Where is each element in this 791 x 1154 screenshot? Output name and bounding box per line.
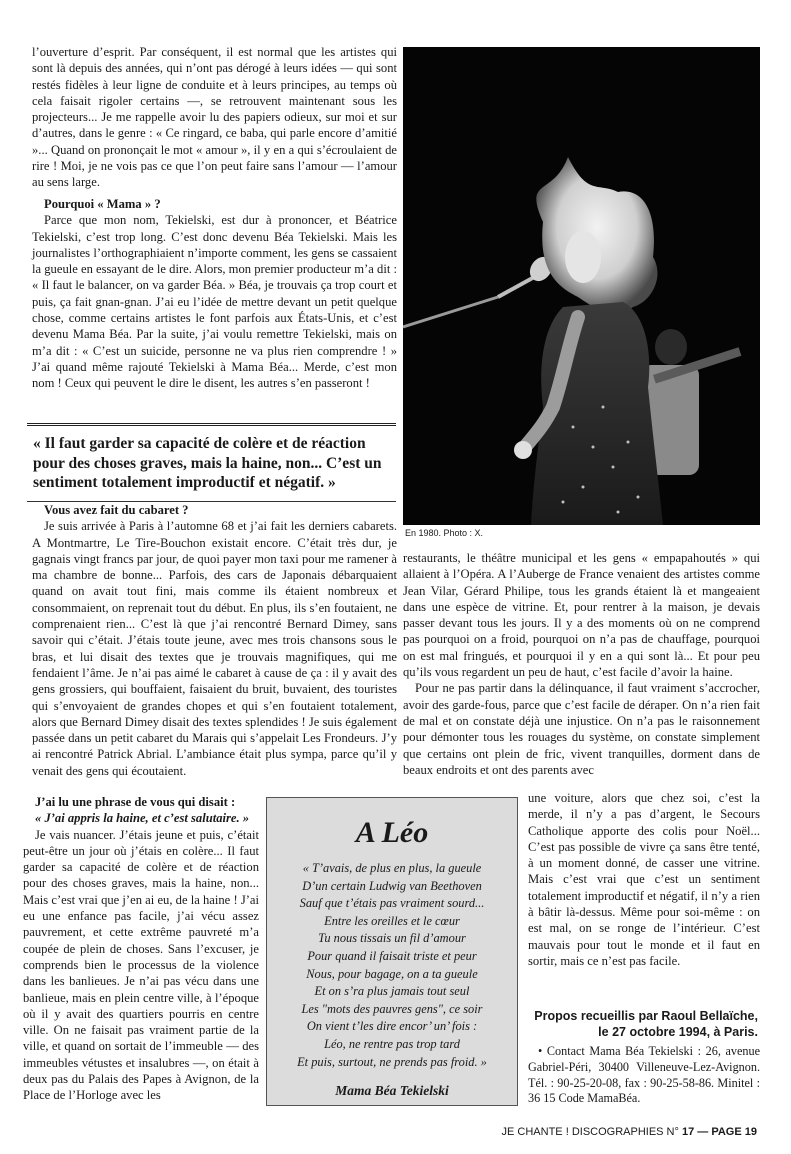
footer-page: — PAGE 19 [697, 1126, 757, 1138]
poem-line: Sauf que t’étais pas vraiment sourd... [299, 896, 485, 911]
section-haine-heading: J’ai lu une phrase de vous qui disait : [35, 795, 236, 809]
page-footer [502, 1126, 757, 1138]
poem-line: Pour quand il faisait triste et peur [307, 948, 477, 963]
poem-line: Les "mots des pauvres gens", ce soir [301, 1001, 483, 1016]
poem-line: Et on s’ra plus jamais tout seul [314, 984, 470, 999]
intro-paragraph: l’ouverture d’esprit. Par conséquent, il est normal que les artistes qui sont là depuis des années, qui n’ont pas dérogé à leurs idées — qui sont restés fidèles à leur ligne de conduite et à leurs principes, au temps où cela faisait rigoler certains —, se retrouvent maintenant sous les projecteurs... Je me rappelle avoir lu des papiers odieux, sur moi et sur d’autres, dans le genre : « Ce ringard, ce baba, qui parle encore d’amitié »... Quand on prononçait le mot « amour », il y en a qui s’écroulaient de rire ! Moi, je ne vois pas ce que l’on peut faire sans l’amour — l’amour au sens large. [32, 45, 397, 190]
col2-middle-text [403, 550, 760, 778]
singer-photo-illustration [403, 47, 760, 525]
credit-line-2: le 27 octobre 1994, à Paris. [598, 1025, 758, 1039]
poem-signature: Mama Béa Tekielski [335, 1083, 449, 1099]
pull-quote [27, 423, 396, 502]
section-mama-text: Parce que mon nom, Tekielski, est dur à prononcer, et Béatrice Tekielski, c’est trop long. C’est donc devenu Béa Tekielski. Mais les journalistes l’orthographiaient n’importe comment, les gens se cassaient la gueule en essayant de le dire. Alors, mon premier producteur m’a dit : « Il faut le balancer, on va garder Béa. » Béa, je trouvais ça trop court et puis, ça fait gnan-gnan. J’ai eu l’idée de mettre devant un petit quelque chose, comme certains artistes le font parfois aux États-Unis, et c’est devenu Mama Béa. Par la suite, j’ai voulu remettre Tekielski, mais on m’a dit : « C’est un suicide, personne ne va plus rien comprendre ! » J’ai quand même rajouté Tekielski à Mama Béa... Merde, c’est mon nom ! Ceux qui peuvent le dire le disent, les autres s’en passeront ! [32, 213, 397, 391]
poem-box [266, 797, 518, 1106]
footer-publication: JE CHANTE ! DISCOGRAPHIES N° [501, 1126, 679, 1138]
section-haine-text: Je vais nuancer. J’étais jeune et puis, c’était peut-être un jour où j’étais en colère... Il faut garder sa capacité de colère et de réaction pour des choses graves, mais la haine, non... Mais c’est vrai que j’en ai eu, de la haine ! J’ai eu une enfance pas facile, j’ai vécu assez pauvrement, et cette extrême pauvreté m’a coupée de plein de choses. Sans l’excuser, je comprends bien le processus de la violence dans les banlieues. Je n’ai pas vécu dans une banlieue, mais en plein centre ville, à l’époque où il y avait des quartiers pourris en centre ville. On ne faisait pas vraiment partie de la ville, et quand on sortait de l’immeuble — des immeubles vétustes et insalubres —, on était à deux pas du Palais des Papes à Avignon, de la Place de l’Horloge avec les [23, 827, 259, 1103]
poem-line: On vient t’les dire encor’ un’ fois : [306, 1019, 478, 1034]
poem-line: Léo, ne rentre pas trop tard [324, 1036, 460, 1051]
poem-line: « T’avais, de plus en plus, la gueule [302, 861, 482, 875]
section-cabaret-heading: Vous avez fait du cabaret ? [44, 503, 189, 517]
section-haine-quote: « J’ai appris la haine, et c’est salutaire. » [35, 811, 250, 826]
contact-info [528, 1044, 760, 1107]
poem-line: Entre les oreilles et le cœur [324, 913, 460, 928]
poem-line: Tu nous tissais un fil d’amour [318, 931, 466, 946]
section-cabaret [32, 502, 397, 779]
col2-paragraph-1: restaurants, le théâtre municipal et les gens « empapahoutés » qui allaient à l’Opéra. A l’Auberge de France venaient des artistes comme Jean Vilar, Gérard Philipe, tous les grands étaient là et mangeaient dans une espèce de vitrine. Et, pour rentrer à la maison, je devais passer devant tous les jours. Il y a des moments où on ne comprend pas pourquoi on a froid, pourquoi on n’a pas de chauffage, pourquoi on est mal fringués, et pourquoi il y en a qui sont là... Et pour peu qu’ils vous regardent un peu de haut, c’est facile d’avoir la haine. [403, 551, 760, 680]
interview-credit [500, 1008, 758, 1040]
poem-title: A Léo [355, 816, 429, 849]
credit-line-1: Propos recueillis par Raoul Bellaïche, [534, 1009, 758, 1023]
section-mama [32, 196, 397, 392]
section-haine [23, 794, 259, 1104]
col2-paragraph-2: Pour ne pas partir dans la délinquance, il faut vraiment s’accrocher, avoir des garde-fous, parce que c’est facile de déraper. On n’a rien fait de mal et on constate déjà une injustice. On n’a pas le raisonnement pour démonter tous les rouages du système, on constate simplement que certains ont plein de fric, vivent tranquilles, dorment dans de beaux endroits et ont des parents avec [403, 681, 760, 777]
poem-line: Nous, pour bagage, on a ta gueule [306, 966, 478, 981]
section-mama-heading: Pourquoi « Mama » ? [44, 197, 161, 211]
poem-line: Et puis, surtout, ne prends pas froid. » [297, 1054, 487, 1069]
poem-line: D’un certain Ludwig van Beethoven [302, 878, 482, 893]
poem-lines [267, 860, 517, 1071]
contact-text: • Contact Mama Béa Tekielski : 26, avenue Gabriel-Péri, 30400 Villeneuve-Lez-Avignon. Tél. : 90-25-20-08, fax : 90-25-58-86. Minitel : 36 15 Code MamaBéa. [528, 1044, 760, 1106]
concert-photo [403, 47, 760, 525]
col2-right-narrow [528, 790, 760, 969]
section-cabaret-text: Je suis arrivée à Paris à l’automne 68 et j’ai fait les derniers cabarets. A Montmartre, Le Tire-Bouchon existait encore. C’était très dur, je gagnais vingt francs par jour, de quoi payer mon taxi pour me ramener à ma chambre de bonne... Parfois, des cars de Japonais débarquaient quand on avait tout fini, mais comme ils étaient nombreux et consommaient, on reprenait tout du début. En plus, ils s’en foutaient, ne comprenaient rien... C’est là que j’ai rencontré Bernard Dimey, sans savoir qui c’était. J’étais toute jeune, avec mes trois chansons sous le bras, et lui disait des textes que je trouvais magnifiques, qui me fendaient l’âme. Je n’ai pas aimé le cabaret à cause de ça : il y avait des gens grossiers, qui bouffaient, faisaient du bruit, buvaient, des touristes qui s’envoyaient de grandes chopes et qui s’en foutaient totalement, alors que Bernard Dimey disait des textes splendides ! Je suis également passée dans un petit cabaret du Marais qui s’appelait Les Frondeurs. J’y ai rencontré Patrick Abrial. L’ambiance était plus sympa, parce qu’il y venait des gens qui écoutaient. [32, 519, 397, 778]
intro-text [32, 44, 397, 191]
col2-right-paragraph: une voiture, alors que chez soi, c’est la merde, il n’y a pas d’argent, le Secours Catholique apporte des colis pour Noël... C’est pas possible de vivre ça sans être tenté, à un moment donné, de casser une vitrine. Mais c’est vrai que c’est un sentiment totalement improductif et négatif, il n’y a rien à bâtir là-dessus. Même pour soi-même : on est mal, on se ronge de l’intérieur. C’est mauvais pour tout le monde et il faut en sortir, mais ce n’est pas facile. [528, 791, 760, 968]
footer-issue: 17 [681, 1126, 695, 1138]
pull-quote-text: « Il faut garder sa capacité de colère et de réaction pour des choses graves, mais la haine, non... C’est un sentiment totalement improductif et négatif. » [33, 435, 382, 491]
photo-caption: En 1980. Photo : X. [405, 528, 484, 538]
